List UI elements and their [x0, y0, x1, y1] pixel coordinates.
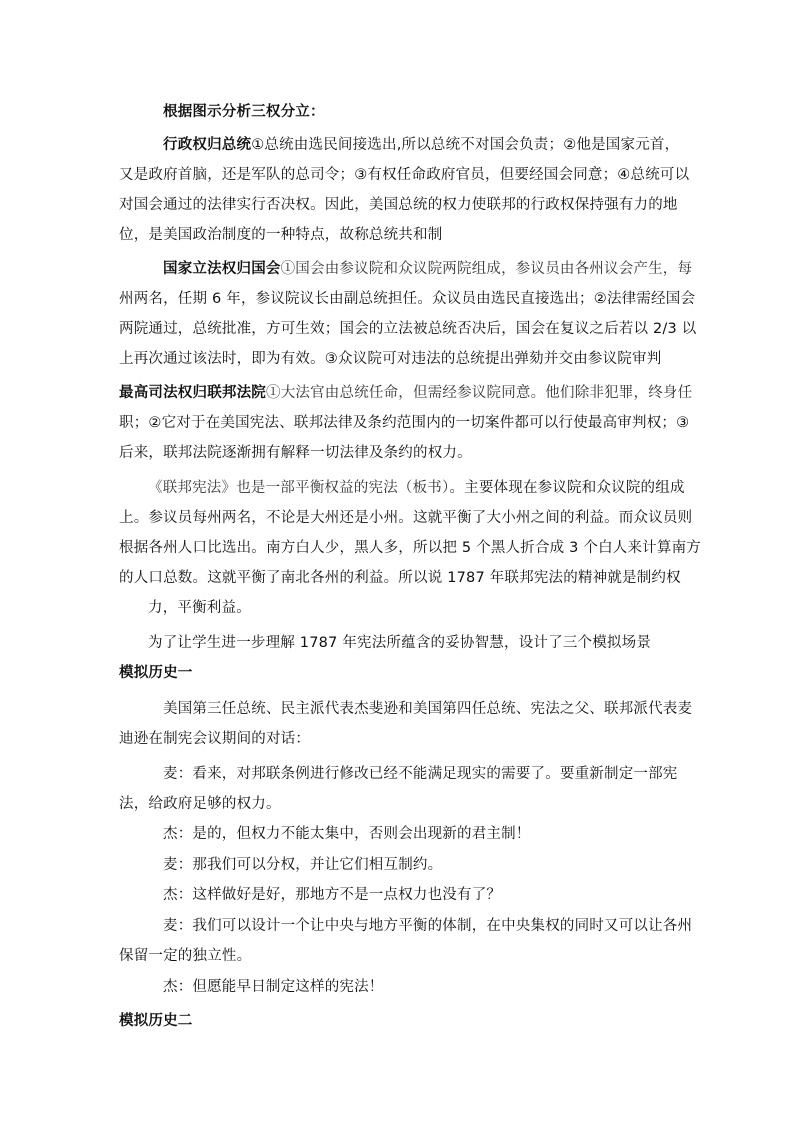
constitution-paragraph-line-3: 根据各州人口比选出。南方白人少，黑人多，所以把 5 个黑人折合成 3 个白人来计算南方 [119, 540, 701, 556]
judicial-paragraph-line-1 [119, 384, 692, 402]
dialogue-line-5b: 保留一定的独立性。 [119, 948, 252, 964]
dialogue-line-3: 麦：那我们可以分权，并让它们相互制约。 [163, 857, 443, 873]
judicial-title: 最高司法权归联邦法院 [119, 385, 266, 401]
constitution-paragraph-line-2: 上。参议员每州两名，不论是大州还是小州。这就平衡了大小州之间的利益。而众议员则 [119, 510, 693, 526]
constitution-text-1: 。主要体现在参议院和众议院的组成 [449, 480, 685, 496]
simulation-1-intro-line-1: 美国第三任总统、民主派代表杰斐逊和美国第四任总统、宪法之父、联邦派代表麦 [163, 701, 693, 717]
constitution-paragraph-line-5: 力，平衡利益。 [148, 600, 251, 616]
simulation-1-title: 模拟历史一 [119, 665, 193, 681]
legislative-title: 国家立法权归国会 [163, 261, 281, 277]
section-heading: 根据图示分析三权分立： [163, 104, 325, 120]
executive-paragraph-line-4: 位，是美国政治制度的一种特点，故称总统共和制 [119, 227, 443, 243]
dialogue-line-6: 杰：但愿能早日制定这样的宪法！ [163, 979, 384, 995]
legislative-paragraph-line-3: 两院通过，总统批准，方可生效；国会的立法被总统否决后，国会在复议之后若以 2/3 以 [119, 321, 697, 337]
legislative-text-1: ①国会由参议院和众议院两院组成，参议员由各州议会产生，每 [280, 261, 693, 277]
dialogue-line-1a: 麦：看来，对邦联条例进行修改已经不能满足现实的需要了。要重新制定一部宪 [163, 766, 678, 782]
legislative-paragraph-line-4: 上再次通过该法时，即为有效。③众议院可对违法的总统提出弹劾并交由参议院审判 [119, 351, 662, 367]
executive-title: 行政权归总统 [163, 137, 252, 153]
constitution-paragraph-line-4: 的人口总数。这就平衡了南北各州的利益。所以说 1787 年联邦宪法的精神就是制约权 [119, 570, 681, 586]
judicial-text-1: ①大法官由总统任命，但需经参议院同意。他们除非犯罪，终身任 [266, 385, 693, 401]
dialogue-line-4: 杰：这样做好是好，那地方不是一点权力也没有了？ [163, 887, 502, 903]
executive-paragraph-line-2: 又是政府首脑，还是军队的总司令；③有权任命政府官员，但要经国会同意；④总统可以 [119, 167, 690, 183]
legislative-paragraph-line-2: 州两名，任期 6 年，参议院议长由副总统担任。众议员由选民直接选出；②法律需经国会 [119, 291, 696, 307]
executive-text-1: ①总统由选民间接选出,所以总统不对国会负责；②他是国家元首， [251, 137, 680, 153]
executive-paragraph-line-1 [163, 136, 679, 154]
dialogue-line-1b: 法，给政府足够的权力。 [119, 796, 281, 812]
judicial-paragraph-line-2: 职；②它对于在美国宪法、联邦法律及条约范围内的一切案件都可以行使最高审判权；③ [119, 415, 690, 431]
dialogue-line-5a: 麦：我们可以设计一个让中央与地方平衡的体制，在中央集权的同时又可以让各州 [163, 918, 693, 934]
constitution-board-note: 《联邦宪法》也是一部平衡权益的宪法（板书） [148, 480, 450, 496]
dialogue-line-2: 杰：是的，但权力不能太集中，否则会出现新的君主制！ [163, 826, 531, 842]
simulation-1-intro-line-2: 迪逊在制宪会议期间的对话： [119, 731, 311, 747]
scenario-intro: 为了让学生进一步理解 1787 年宪法所蕴含的妥协智慧，设计了三个模拟场景 [148, 635, 652, 651]
legislative-paragraph-line-1 [163, 260, 692, 278]
constitution-paragraph-line-1 [148, 479, 685, 497]
simulation-2-title: 模拟历史二 [119, 1013, 193, 1029]
executive-paragraph-line-3: 对国会通过的法律实行否决权。因此，美国总统的权力使联邦的行政权保持强有力的地 [119, 197, 678, 213]
judicial-paragraph-line-3: 后来，联邦法院逐渐拥有解释一切法律及条约的权力。 [119, 445, 472, 461]
